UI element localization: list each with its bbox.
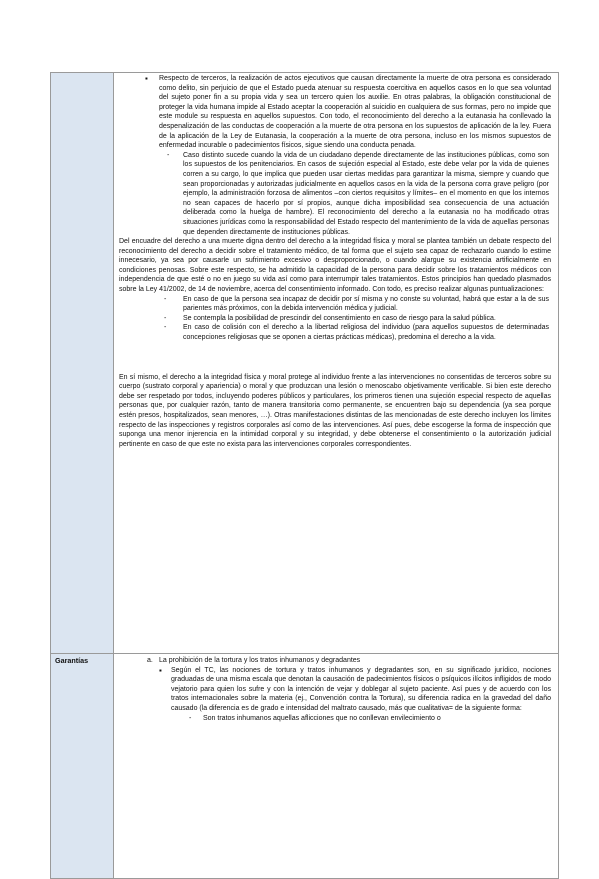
item-marker: a.	[147, 657, 153, 664]
table-row	[51, 654, 559, 879]
content-table	[50, 72, 559, 879]
dash-item: - En caso de colisión con el derecho a la libertad religiosa del individuo (para aquellos supuestos de determinadas concepciones religiosas que se oponen a ciertas prácticas médicas), predomina el derecho a la vida.	[119, 323, 553, 342]
row-label-cell	[51, 654, 114, 879]
item-title: La prohibición de la tortura y los tratos inhumanos y degradantes	[159, 657, 361, 664]
dash-item: - En caso de que la persona sea incapaz de decidir por sí misma y no conste su voluntad, habrá que estar a la de sus parientes más próximos, con la debida intervención médica y judicial.	[119, 295, 553, 314]
row-label-cell	[51, 73, 114, 654]
row-label: Garantías	[55, 656, 89, 665]
table-row	[51, 73, 559, 654]
dash-item: - Son tratos inhumanos aquellas aflicciones que no conllevan envilecimiento o	[119, 714, 553, 724]
dash-item: - Se contempla la posibilidad de prescindir del consentimiento en caso de riesgo para la salud pública.	[119, 314, 553, 324]
row-content-cell	[114, 654, 559, 879]
row-content-cell	[114, 73, 559, 654]
paragraph: Del encuadre del derecho a una muerte digna dentro del derecho a la integridad física y moral se plantea también un debate respecto del reconocimiento del derecho a decidir sobre el tratamiento médico, de tal forma que el sujeto sea capaz de rechazarlo cuando lo estime innecesario, ya sea por causarle un sufrimiento excesivo o desproporcionado, o cuando alargue su existencia artificialmente en condiciones penosas. Sobre este respecto, se ha admitido la capacidad de la persona para decidir sobre los tratamientos médicos con independencia de que esté o no en juego su vida así como para interrumpir tales tratamientos. Estos principios han quedado plasmados sobre la Ley 41/2002, de 14 de noviembre, acerca del consentimiento informado. Con todo, es preciso realizar algunas puntualizaciones:	[119, 238, 551, 294]
dash-item: - Caso distinto sucede cuando la vida de un ciudadano depende directamente de las instituciones públicas, como son los supuestos de los penitenciarios. En casos de sujeción especial al Estado, este debe velar por la vida de quienes corren a su cargo, lo que implica que pueden usar ciertas medidas para garantizar la misma, siempre y cuando que sean proporcionadas y autorizadas judicialmente en aquellos casos en la vida de la persona corra grave peligro (por ejemplo, la administración forzosa de alimentos –con ciertos requisitos y límites– en el momento en que los internos no sean capaces de hacerlo por sí propios, aunque dicha imposibilidad sea consecuencia de una actuación deliberada como la huelga de hambre). El reconocimiento del derecho a la eutanasia no ha modificado otras situaciones jurídicas como la responsabilidad del Estado respecto del mantenimiento de la vida de aquellas personas que dependen directamente de instituciones públicas.	[119, 151, 553, 237]
paragraph: En sí mismo, el derecho a la integridad física y moral protege al individuo frente a las intervenciones no consentidas de terceros sobre su cuerpo (sustrato corporal y apariencia) o moral y que produzcan una lesión o menoscabo objetivamente verificable. Si bien este derecho debe ser respetado por todos, incluyendo poderes públicos y particulares, los primeros tienen una sujeción especial respecto de aquellas personas que, por cualquier razón, tanto de manera transitoria como permanente, se encuentren bajo su dependencia (ya sea porque estén presos, hospitalizados, sean menores, …). Otras manifestaciones distintas de las mencionadas de este derecho incluyen los límites respecto de las inspecciones y registros corporales así como de las intervenciones. Así pues, debe escogerse la forma de inspección que suponga una menor injerencia en la intimidad corporal y su integridad, y debe obtenerse el consentimiento o la autorización judicial pertinente en caso de que este no exista para las intervenciones corporales correspondientes.	[119, 373, 551, 448]
bullet-item: ▪ Respecto de terceros, la realización de actos ejecutivos que causan directamente la muerte de otra persona es considerado como delito, sin perjuicio de que el Estado pueda atenuar su respuesta coercitiva en aquellos casos en lo que sea voluntad del sujeto poner fin a su propia vida y sea un tercero quien los auxilie. En otras palabras, la obligación constitucional de proteger la vida humana impide al Estado aceptar la cooperación al suicidio en cualquiera de sus formas, pero no impide que este module su respuesta en aquellos supuestos. Con todo, el reconocimiento del derecho a la eutanasia ha conllevado la despenalización de las conductas de cooperación a la muerte de otra persona en los supuestos de aplicación de la ley. Fuera de la aplicación de la Ley de Eutanasia, la cooperación a la muerte de otra persona, incluso en los mismos supuestos de enfermedad incurable o padecimientos físicos, sigue siendo una conducta penada.	[119, 74, 553, 151]
list-item	[119, 656, 553, 666]
spacer	[119, 343, 553, 373]
bullet-item: ▪ Según el TC, las nociones de tortura y tratos inhumanos y degradantes son, en su significado jurídico, nociones graduadas de una misma escala que denotan la causación de padecimientos físicos o psíquicos ilícitos infligidos de modo vejatorio para quien los sufre y con la intención de vejar y doblegar al sujeto paciente. Así pues y de acuerdo con los tratos internacionales sobre la materia (ej., Convención contra la Tortura), su diferencia radica en la gravedad del daño causado (la diferencia es de grado e intensidad del maltrato causado, más que cualitativa= de la siguiente forma:	[119, 666, 553, 714]
